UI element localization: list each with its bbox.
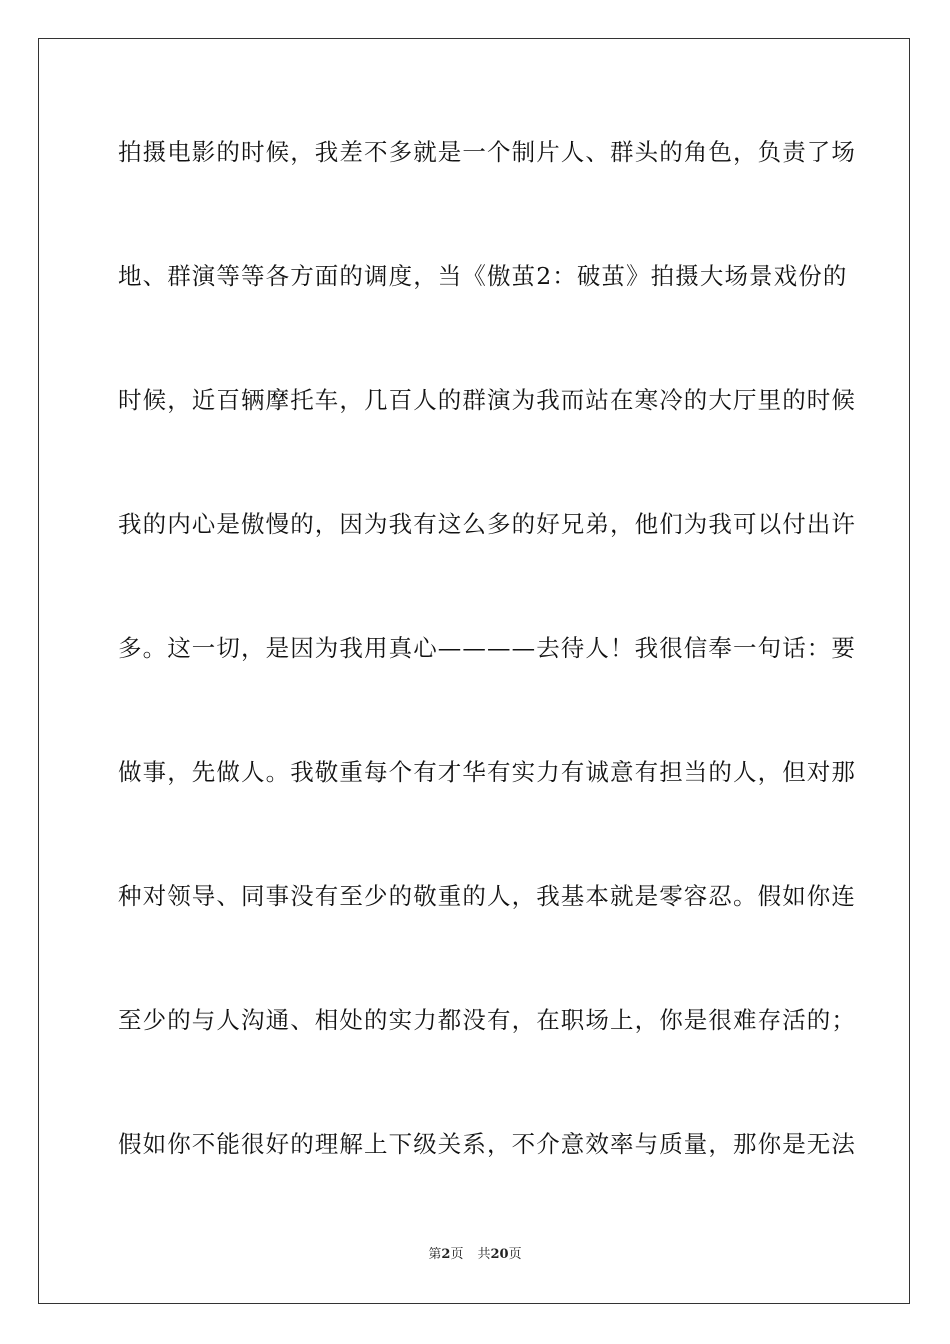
text-line: 我的内心是傲慢的，因为我有这么多的好兄弟，他们为我可以付出许 xyxy=(118,510,856,538)
total-suffix: 页 xyxy=(508,1247,522,1262)
text-line: 至少的与人沟通、相处的实力都没有，在职场上，你是很难存活的； xyxy=(118,1006,856,1034)
total-prefix: 共 xyxy=(477,1247,491,1262)
text-line: 多。这一切，是因为我用真心————去待人！我很信奉一句话：要 xyxy=(118,634,856,662)
total-pages: 20 xyxy=(490,1247,509,1262)
page-border xyxy=(38,38,910,1304)
page-prefix: 第 xyxy=(428,1247,442,1262)
text-line: 做事，先做人。我敬重每个有才华有实力有诚意有担当的人，但对那 xyxy=(118,758,856,786)
text-line: 种对领导、同事没有至少的敬重的人，我基本就是零容忍。假如你连 xyxy=(118,882,856,910)
page-number: 2 xyxy=(441,1247,451,1262)
text-line: 时候，近百辆摩托车，几百人的群演为我而站在寒冷的大厅里的时候 xyxy=(118,386,856,414)
text-line: 假如你不能很好的理解上下级关系，不介意效率与质量，那你是无法 xyxy=(118,1130,856,1158)
text-line: 拍摄电影的时候，我差不多就是一个制片人、群头的角色，负责了场 xyxy=(118,138,856,166)
page-suffix: 页 xyxy=(450,1247,464,1262)
text-line: 地、群演等等各方面的调度，当《傲茧2：破茧》拍摄大场景戏份的 xyxy=(118,262,848,290)
page-footer xyxy=(0,1246,950,1264)
